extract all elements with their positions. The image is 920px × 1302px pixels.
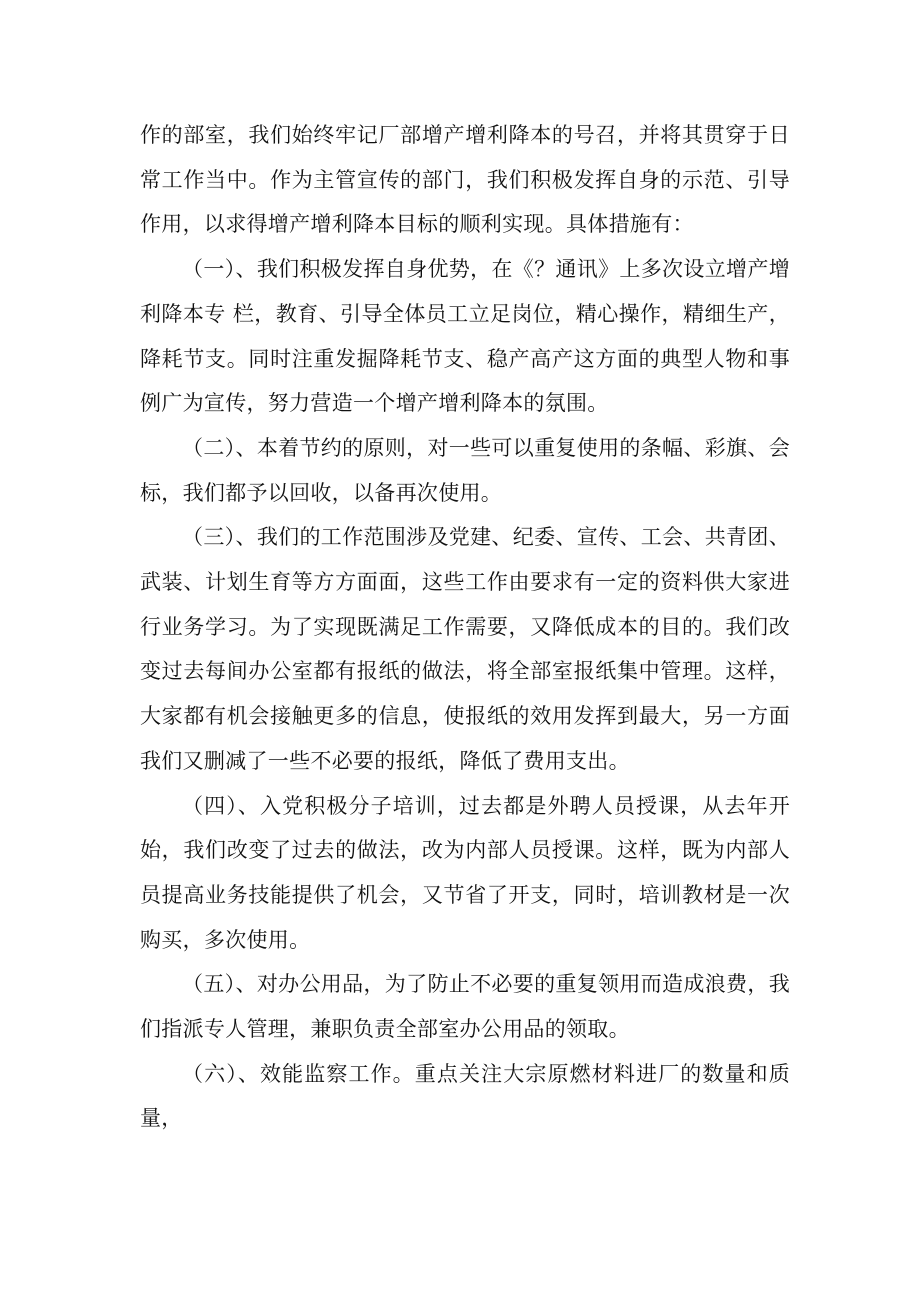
paragraph-item-6: （六）、效能监察工作。重点关注大宗原燃材料进厂的数量和质量， (140, 1061, 790, 1131)
paragraph-item-4: （四）、入党积极分子培训，过去都是外聘人员授课，从去年开始，我们改变了过去的做法，改为内部人员授课。这样，既为内部人员提高业务技能提供了机会，又节省了开支，同时，培训教材是一次购买，多次使用。 (140, 793, 790, 952)
document-body (140, 113, 790, 1141)
paragraph-intro: 作的部室，我们始终牢记厂部增产增利降本的号召，并将其贯穿于日常工作当中。作为主管宣传的部门，我们积极发挥自身的示范、引导作用，以求得增产增利降本目标的顺利实现。具体措施有： (140, 123, 790, 237)
paragraph-item-5: （五）、对办公用品，为了防止不必要的重复领用而造成浪费，我们指派专人管理，兼职负责全部室办公用品的领取。 (140, 972, 790, 1042)
paragraph-item-3: （三）、我们的工作范围涉及党建、纪委、宣传、工会、共青团、武装、计划生育等方方面面，这些工作由要求有一定的资料供大家进行业务学习。为了实现既满足工作需要，又降低成本的目的。我们改变过去每间办公室都有报纸的做法，将全部室报纸集中管理。这样，大家都有机会接触更多的信息，使报纸的效用发挥到最大，另一方面我们又删减了一些不必要的报纸，降低了费用支出。 (140, 525, 790, 773)
paragraph-item-2: （二）、本着节约的原则，对一些可以重复使用的条幅、彩旗、会标，我们都予以回收，以备再次使用。 (140, 435, 790, 505)
paragraph-item-1: （一）、我们积极发挥自身优势，在《？通讯》上多次设立增产增利降本专 栏，教育、引导全体员工立足岗位，精心操作，精细生产，降耗节支。同时注重发掘降耗节支、稳产高产这方面的典型人物和事例广为宣传，努力营造一个增产增利降本的氛围。 (140, 257, 790, 416)
